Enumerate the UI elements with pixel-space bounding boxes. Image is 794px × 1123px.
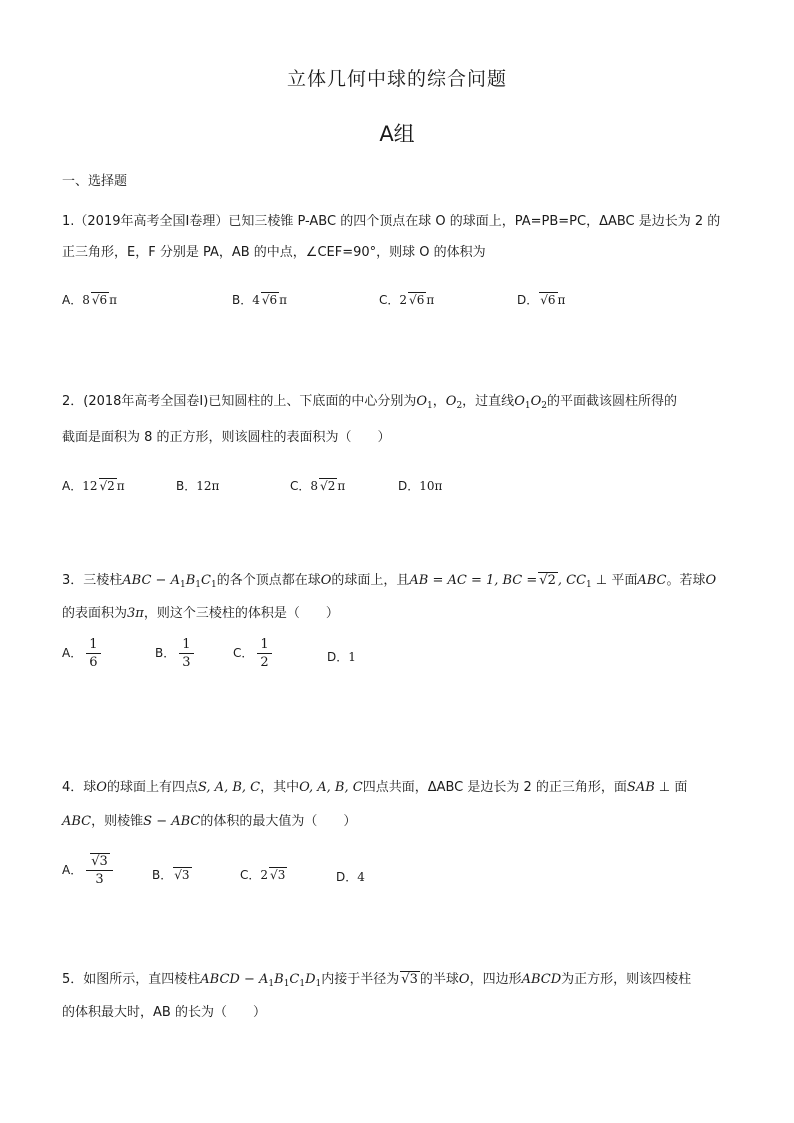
- section-heading: 一、选择题: [62, 174, 128, 189]
- q4-line-1: 4．球O的球面上有四点S, A, B, C，其中O, A, B, C四点共面，ΔABC 是边长为 2 的正三角形，面SAB ⊥ 面: [62, 780, 688, 795]
- q4-line-2: ABC，则棱锥S − ABC的体积的最大值为（ ）: [62, 814, 357, 829]
- q1-line-2: 正三角形，E，F 分别是 PA，AB 的中点，∠CEF=90°，则球 O 的体积为: [62, 245, 486, 260]
- q1-option-c: C．2 √6 π: [379, 293, 435, 307]
- q2-option-a: A．12 √2 π: [62, 479, 125, 493]
- q1-option-b: B．4 √6 π: [232, 293, 288, 307]
- q4-option-d: D．4: [336, 870, 365, 884]
- group-heading: A组: [379, 122, 415, 146]
- q1-option-a: A．8 √6 π: [62, 293, 118, 307]
- page-title: 立体几何中球的综合问题: [286, 68, 507, 90]
- q3-line-2: 的表面积为3π，则这个三棱柱的体积是（ ）: [62, 606, 339, 621]
- q4-option-b: B． √3: [152, 868, 190, 882]
- q2-line-2: 截面是面积为 8 的正方形，则该圆柱的表面积为（ ）: [62, 430, 391, 445]
- q1-line-1: 1.（2019年高考全国Ⅰ卷理）已知三棱锥 P-ABC 的四个顶点在球 O 的球面上，PA=PB=PC，ΔABC 是边长为 2 的: [62, 214, 721, 229]
- q2-option-b: B．12π: [176, 479, 220, 493]
- q5-line-2: 的体积最大时，AB 的长为（ ）: [62, 1005, 266, 1020]
- q3-option-b: B． $\frac{1}{3}$: [155, 636, 194, 671]
- q3-option-a: A． $\frac{1}{6}$: [62, 636, 101, 671]
- q1-option-d: D． √6 π: [517, 293, 566, 307]
- q2-option-d: D．10π: [398, 479, 443, 493]
- q2-line-1: 2．(2018年高考全国卷Ⅰ)已知圆柱的上、下底面的中心分别为$O_1$，$O_2$，过直线$O_1O_2$的平面截该圆柱所得的: [62, 394, 678, 411]
- q4-option-a: A． $\frac{√3}{3}$: [62, 853, 113, 888]
- q3-line-1: 3．三棱柱ABC − $A_1B_1C_1$的各个顶点都在球O的球面上，且AB = AC = 1, BC = √2 , $CC_1$ ⊥ 平面ABC。若球O: [62, 573, 717, 590]
- q4-option-c: C．2 √3: [240, 868, 286, 882]
- q3-option-d: D．1: [327, 650, 356, 664]
- q5-line-1: 5．如图所示，直四棱柱ABCD − $A_1B_1C_1D_1$内接于半径为 √3 的半球O，四边形ABCD为正方形，则该四棱柱: [62, 972, 692, 989]
- q2-option-c: C．8 √2 π: [290, 479, 346, 493]
- q3-option-c: C． $\frac{1}{2}$: [233, 636, 272, 671]
